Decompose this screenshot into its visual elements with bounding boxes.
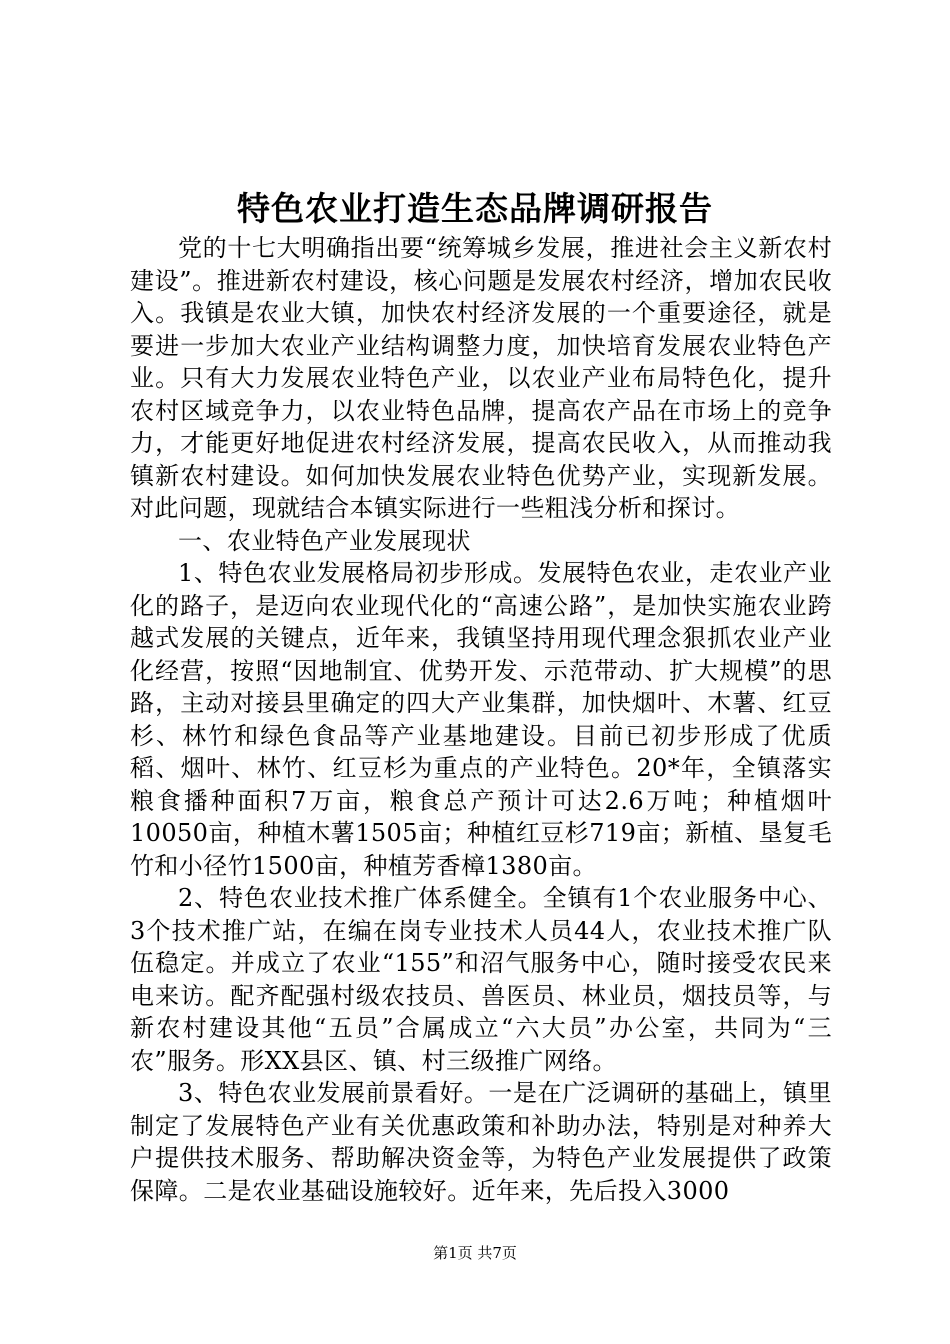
paragraph-intro: 党的十七大明确指出要“统筹城乡发展，推进社会主义新农村建设”。推进新农村建设，核心问题是发展农村经济，增加农民收入。我镇是农业大镇，加快农村经济发展的一个重要途径，就是要进一步加大农业产业结构调整力度，加快培育发展农业特色产业。只有大力发展农业特色产业，以农业产业布局特色化，提升农村区域竞争力，以农业特色品牌，提高农产品在市场上的竞争力，才能更好地促进农村经济发展，提高农民收入，从而推动我镇新农村建设。如何加快发展农业特色优势产业，实现新发展。对此问题，现就结合本镇实际进行一些粗浅分析和探讨。 [130,234,832,522]
paragraph-item-3: 3、特色农业发展前景看好。一是在广泛调研的基础上，镇里制定了发展特色产业有关优惠政策和补助办法，特别是对种养大户提供技术服务、帮助解决资金等，为特色产业发展提供了政策保障。二是农业基础设施较好。近年来，先后投入3000 [130,1079,832,1205]
section-heading: 一、农业特色产业发展现状 [178,526,471,555]
paragraph-item-2: 2、特色农业技术推广体系健全。全镇有1个农业服务中心、3个技术推广站，在编在岗专业技术人员44人，农业技术推广队伍稳定。并成立了农业“155”和沼气服务中心，随时接受农民来电来访。配齐配强村级农技员、兽医员、林业员，烟技员等，与新农村建设其他“五员”合属成立“六大员”办公室，共同为“三农”服务。形XX县区、镇、村三级推广网络。 [130,884,832,1075]
document-title: 特色农业打造生态品牌调研报告 [237,189,713,228]
document-body [130,232,832,1207]
paragraph-item-1: 1、特色农业发展格局初步形成。发展特色农业，走农业产业化的路子，是迈向农业现代化的“高速公路”，是加快实施农业跨越式发展的关键点，近年来，我镇坚持用现代理念狠抓农业产业化经营，按照“因地制宜、优势开发、示范带动、扩大规模”的思路，主动对接县里确定的四大产业集群，加快烟叶、木薯、红豆杉、林竹和绿色食品等产业基地建设。目前已初步形成了优质稻、烟叶、林竹、红豆杉为重点的产业特色。20*年，全镇落实粮食播种面积7万亩，粮食总产预计可达2.6万吨；种植烟叶10050亩，种植木薯1505亩；种植红豆杉719亩；新植、垦复毛竹和小径竹1500亩，种植芳香樟1380亩。 [130,559,832,880]
page-footer: 第1页 共7页 [433,1244,517,1262]
